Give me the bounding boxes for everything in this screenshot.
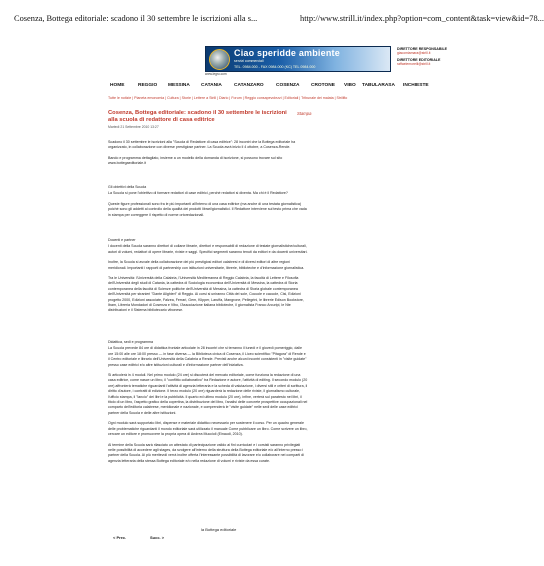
article-section-docenti <box>108 238 308 319</box>
paragraph: Ogni modulo sarà supportato libri, dispense e materiale didattico necessario per sostenere il corso. Per un quadro generale delle problematiche riguardanti il mondo editoriale sarà utilizzato il manuale Come pubblicare un libro. Come scrivere un libro, cercare un editore e promuovere la propria opera di Andrea Muccioli (Einaudi, 2010). <box>108 421 308 437</box>
print-page-title: Cosenza, Bottega editoriale: scadono il 30 settembre le iscrizioni alla s... <box>14 14 258 23</box>
next-link[interactable]: Succ. > <box>150 535 165 540</box>
nav-item-cosenza[interactable]: COSENZA <box>276 83 300 88</box>
main-nav <box>108 83 433 93</box>
banner-site-url: www.legru.com <box>205 72 227 76</box>
site-banner <box>108 46 448 76</box>
article-section-didattica <box>108 340 308 469</box>
editorial-label: DIRETTORE EDITORIALE <box>397 58 441 62</box>
paragraph: I docenti della Scuola saranno direttori di collane librarie, direttori e responsabili di redazione di testate giornalistiche/culturali, autori di volumi, redattori di opere librarie, riviste e saggi. Specifici segmenti saranno tenuti da editori e da docenti universitari. <box>108 244 308 254</box>
article-date: Martedì 21 Settembre 2010 13:27 <box>108 125 159 129</box>
nav-item-catanzaro[interactable]: CATANZARO <box>234 83 264 88</box>
paragraph: Queste figure professionali sono fra le più importanti all'interno di una casa editrice (ma anche di una testata giornalistica) poiché sono gli addetti al controllo della qualità dei prodotti librari/giornalistici. Il Redattore interviene sul testo prima che vada in stampa per correggere il rispetto di norme ortoredazionali. <box>108 201 307 217</box>
nav-item-inchieste[interactable]: INCHIESTE <box>403 83 429 88</box>
director-label: DIRETTORE RESPONSABILE <box>397 47 448 51</box>
article-section-obiettivi <box>108 185 308 223</box>
nav-item-vibo[interactable]: VIBO <box>344 83 356 88</box>
paragraph: Bando e programma dettagliato, insieme a un modello della domanda di iscrizione, si possono trovare sul sito www.bottegaeditoriale.it <box>108 155 283 166</box>
nav-item-crotone[interactable]: CROTONE <box>311 83 335 88</box>
prev-link[interactable]: < Prec. <box>113 535 127 540</box>
article-title: Cosenza, Bottega editoriale: scadono il 30 settembre le iscrizioni alla scuola di redattore di casa editrice <box>108 110 287 123</box>
nav-item-reggio[interactable]: REGGIO <box>138 83 158 88</box>
paragraph: Inoltre, la Scuola si avvale della collaborazione dei più prestigiosi editori calabresi e di diversi editori di altre regioni meridionali. Importanti i rapporti di partnership con istituzioni universitarie, librerie, biblioteche e d'informazione giornalistica. <box>108 260 305 270</box>
article-signature: la Bottega editoriale <box>201 527 237 532</box>
paragraph: Scadono il 30 settembre le iscrizioni alla "Scuola di Redattore di casa editrice": 28 incontri che la Bottega editoriale ha organizzato, in collaborazione con diverse prestigiose partner. La Scuola avrà inizio il 4 ottobre, a Cosenza-Rende. <box>108 140 296 150</box>
banner-tagline: Ciao speridde ambiente <box>234 48 340 58</box>
section-heading: Docenti e partner <box>108 238 136 242</box>
paragraph: Si articolerà in 4 moduli. Nel primo modulo (24 ore) si discuterà del mercato editoriale, come funziona la redazione di una casa editrice, come nasce un libro, il "conflitto collaborativo" tra Redazione e autore, l'attività di editing. Il secondo modulo (20 ore) affronterà tematiche riguardanti l'attività di agenzia letteraria e la scheda di valutazione, i diversi stili e criteri di scrittura, il diritto d'autore, i contratti di edizione. Il terzo modulo (20 ore) riguarderà la redazione delle riviste, il giornalismo culturale, l'ufficio stampa, il "lancio" dei libri e la pubblicità. Il quarto ed ultimo modulo (20 ore), infine, verterà sul paratesto nei libri, il titolo di un libro, l'aspetto grafico della copertina, la distribuzione del libro, l'analisi delle concrete prospettive occupazionali nel comparto dell'editoria calabrese, meridionale e nazionale, e comprenderà le "visite guidate" nelle sedi delle case editrici partner della Scuola e delle altre istituzioni. <box>108 373 308 415</box>
sub-nav[interactable]: Tutte le notizie | Pianeta emonomia | Cultura | Storie | Lettere a Strill | Diario | Forum | Reggio consapevolezzi | Editoriali | Tribunale dei malata | Strillfio <box>108 96 348 100</box>
paragraph: La Scuola si pone l'obiettivo di formare redattori di case editrici, perché redattori si diventa. Ma chi è il Redattore? <box>108 191 288 196</box>
advertisement-banner[interactable] <box>205 46 391 72</box>
nav-item-tabularasa[interactable]: TABULARASA <box>362 83 395 88</box>
paragraph: La Scuola prevede 84 ore di didattica frontale articolate in 28 incontri che si terranno il lunedì e il giovedì pomeriggio, dalle ore 15:00 alle ore 18:00 presso — in fase diversa — la Biblioteca civica di Cosenza, il Liceo scientifico "Pitagora" di Rende e il Centro editoriale e librario dell'Università della Calabria a Rende. Previsti anche alcuni incontri consistenti in "visite guidate" presso case editrici e/o altre istituzioni culturali e d'informazione partner dell'iniziativa. <box>108 346 307 367</box>
banner-subline: servizi commerciali <box>234 59 264 63</box>
director-email[interactable]: giacomiamara@strill.it <box>397 51 431 55</box>
section-heading: Didattica, sedi e programma <box>108 340 153 344</box>
editorial-staff <box>397 47 447 69</box>
print-header <box>14 14 544 26</box>
editorial-email[interactable]: raffaelemorelli@strill.it <box>397 62 431 66</box>
print-icon[interactable]: Stampa <box>297 111 312 116</box>
section-heading: Gli obiettivi della Scuola <box>108 185 147 189</box>
banner-contacts: TEL. 0984.000 - FAX 0984.000 (KC) TEL 0984.000 <box>234 65 316 69</box>
paragraph: Tra le Università: l'Università della Calabria, l'Università Mediterranea di Reggio Calabria, la facoltà di Lettere e Filosofia dell'Università degli studi di Catania, la cattedra di Sociologia economica dell'Università di Messina, la cattedra di Storia contemporanea della facoltà di Scienze politiche dell'Università di Messina, la cattedra di Storia globale contemporanea dell'Università per stranieri "Dante Alighieri" di Reggio. Ai corsi si uniranno Città del sole, Coccole e caccole, Cisi, Edizioni progetto 2000, Edizioni associate, Falzea, Ferrari, Gem, Klipper, Laruffa, Mangrone, Pellegrini, le librerie Edison Bookstore, Ibam, Libreria Mondadori di Cosenza e Vibo, l'Associazione italiana biblioteche, il giornalista Franco Arcuripi, le Nte distribuzioni e il Sistema bibliotecario vibonese. <box>108 276 304 313</box>
article-body-intro <box>108 140 308 172</box>
print-page-url: http://www.strill.it/index.php?option=com_content&task=view&id=78... <box>300 14 544 23</box>
nav-item-messina[interactable]: MESSINA <box>168 83 190 88</box>
paragraph: Al termine della Scuola sarà rilasciato un attestato di partecipazione valido ai fini curricolari e i corsisti saranno privilegiati nelle possibilità di accedere agli stages, da svolgere all'interno della struttura della Bottega editoriale e/o all'interno presso i partner della Scuola. Ai più meritevoli verrà inoltre offerta l'interessante possibilità di lavorare e/o collaborare nei comparti di agenzia letteraria della stessa Bottega editoriale e/o nella redazione di volumi e riviste da essa curate. <box>108 442 304 463</box>
nav-item-catania[interactable]: CATANIA <box>201 83 222 88</box>
logo-icon <box>209 49 230 70</box>
nav-item-home[interactable]: HOME <box>110 83 125 88</box>
